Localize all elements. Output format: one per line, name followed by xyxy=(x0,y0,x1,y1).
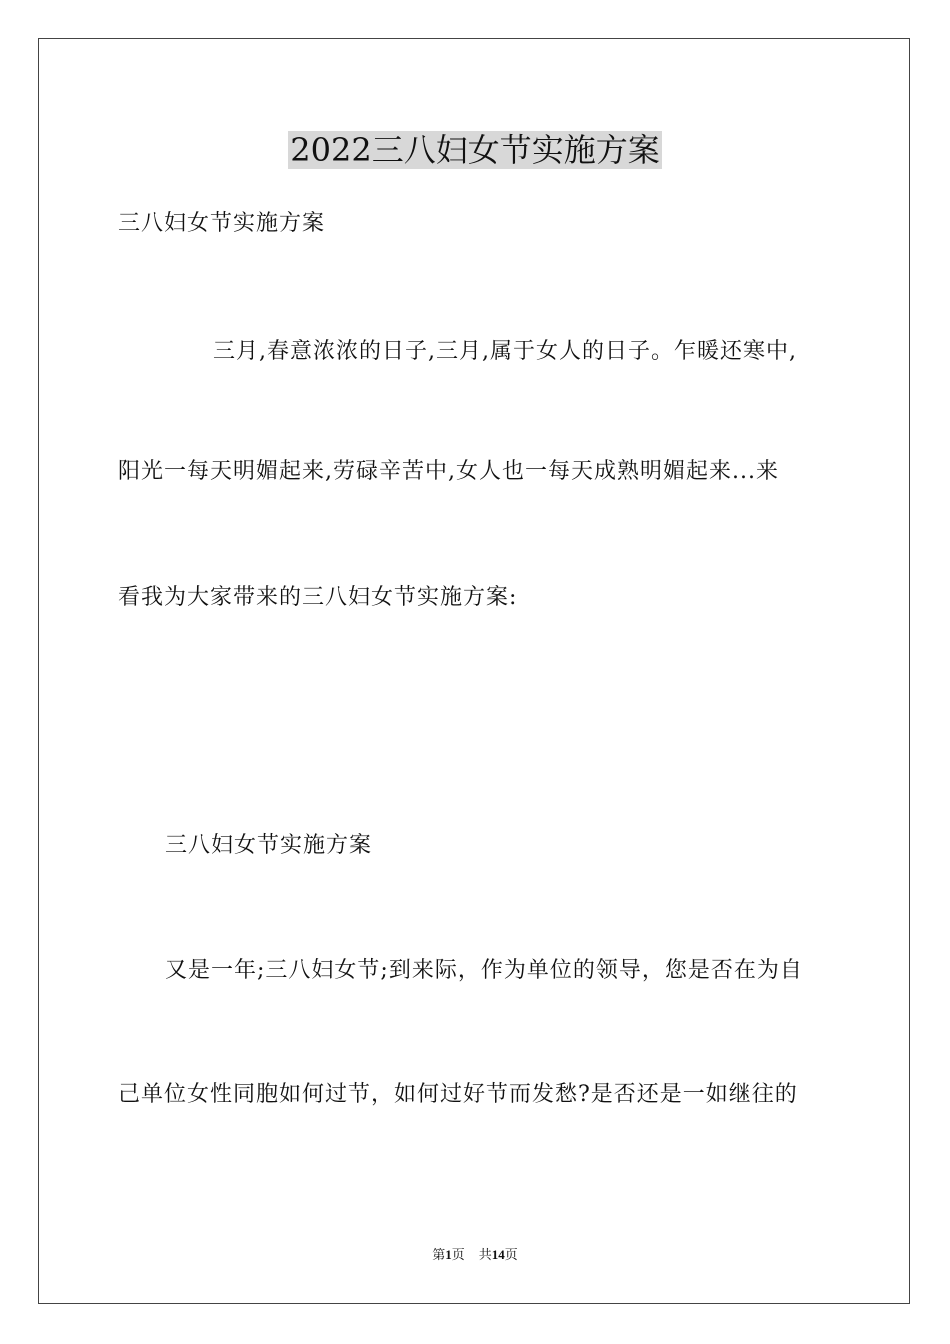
paragraph-line-2: 阳光一每天明媚起来,劳碌辛苦中,女人也一每天成熟明媚起来...来 xyxy=(118,459,779,484)
paragraph-line-1: 三月,春意浓浓的日子,三月,属于女人的日子。乍暖还寒中, xyxy=(213,339,797,364)
page-footer xyxy=(0,1246,950,1264)
document-title xyxy=(0,128,950,172)
document-title-text: 2022三八妇女节实施方案 xyxy=(290,131,660,169)
paragraph-line-4: 又是一年;三八妇女节;到来际，作为单位的领导，您是否在为自 xyxy=(165,958,803,983)
page-number: 1 xyxy=(445,1247,452,1262)
total-suffix: 页 xyxy=(504,1247,518,1262)
page-prefix: 第 xyxy=(432,1247,446,1262)
paragraph-line-3: 看我为大家带来的三八妇女节实施方案: xyxy=(118,585,518,610)
total-pages: 14 xyxy=(491,1247,505,1262)
paragraph-line-5: 己单位女性同胞如何过节，如何过好节而发愁?是否还是一如继往的 xyxy=(118,1082,798,1107)
total-prefix: 共 xyxy=(478,1247,492,1262)
page-suffix: 页 xyxy=(451,1247,465,1262)
subtitle-line: 三八妇女节实施方案 xyxy=(118,211,326,236)
section-heading: 三八妇女节实施方案 xyxy=(165,833,373,858)
